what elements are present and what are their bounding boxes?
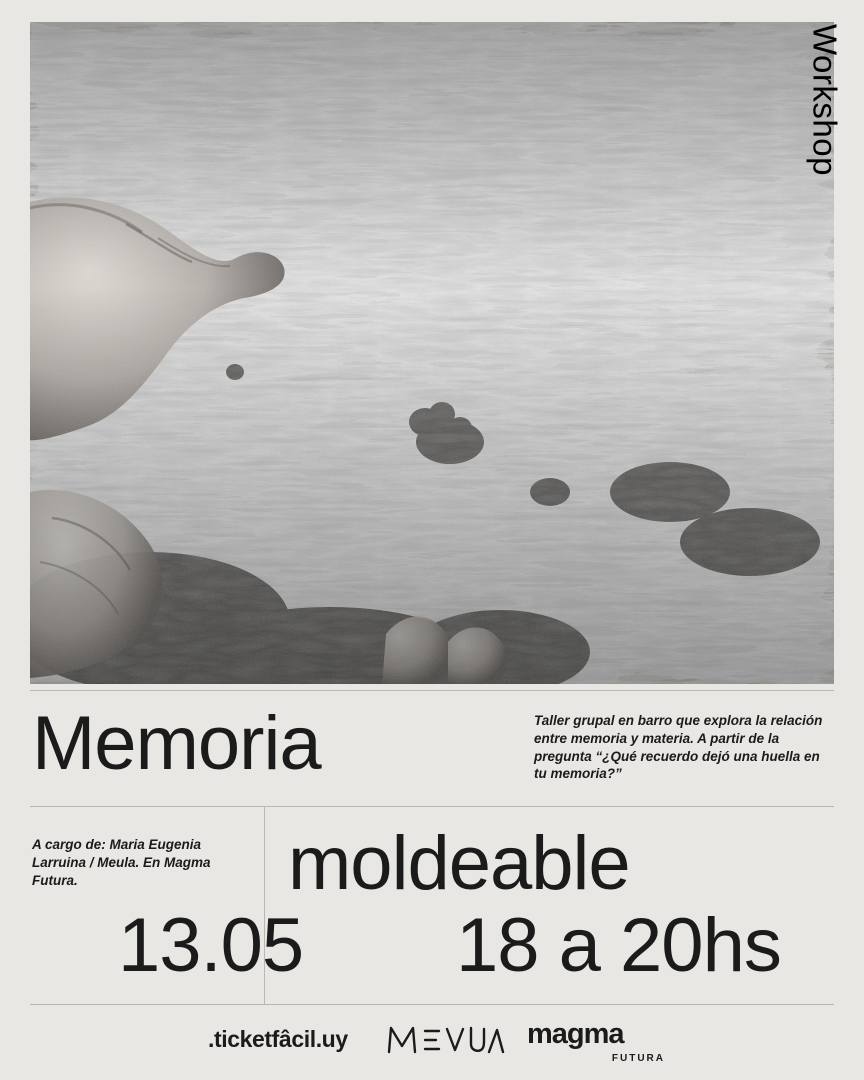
magma-logo-word: magma bbox=[527, 1018, 624, 1050]
description-text: Taller grupal en barro que explora la relación entre memoria y materia. A partir de la pregunta “¿Qué recuerdo dejó una huella en tu memoria?” bbox=[534, 713, 823, 782]
event-date: 13.05 bbox=[118, 903, 304, 988]
magma-logo-sub: FUTURA bbox=[611, 1053, 665, 1064]
divider-top bbox=[30, 690, 834, 691]
meula-logo[interactable] bbox=[385, 1020, 505, 1058]
clay-texture-illustration bbox=[30, 22, 834, 684]
hero-image bbox=[30, 22, 834, 684]
title-line-1: Memoria bbox=[32, 701, 321, 786]
title-line-2: moldeable bbox=[288, 821, 630, 906]
workshop-label bbox=[794, 24, 856, 274]
event-time: 18 a 20hs bbox=[456, 903, 781, 988]
magma-futura-logo[interactable] bbox=[527, 1020, 667, 1062]
credit-text: A cargo de: Maria Eugenia Larruina / Meula. En Magma Futura. bbox=[32, 837, 211, 889]
ticketfacil-logo[interactable]: .ticketfâcil.uy bbox=[208, 1026, 348, 1052]
divider-bottom bbox=[30, 1004, 834, 1005]
footer-logos bbox=[30, 1012, 834, 1070]
divider-mid bbox=[30, 806, 834, 807]
workshop-label-text: Workshop bbox=[806, 24, 844, 176]
meula-logo-mark bbox=[385, 1020, 505, 1058]
